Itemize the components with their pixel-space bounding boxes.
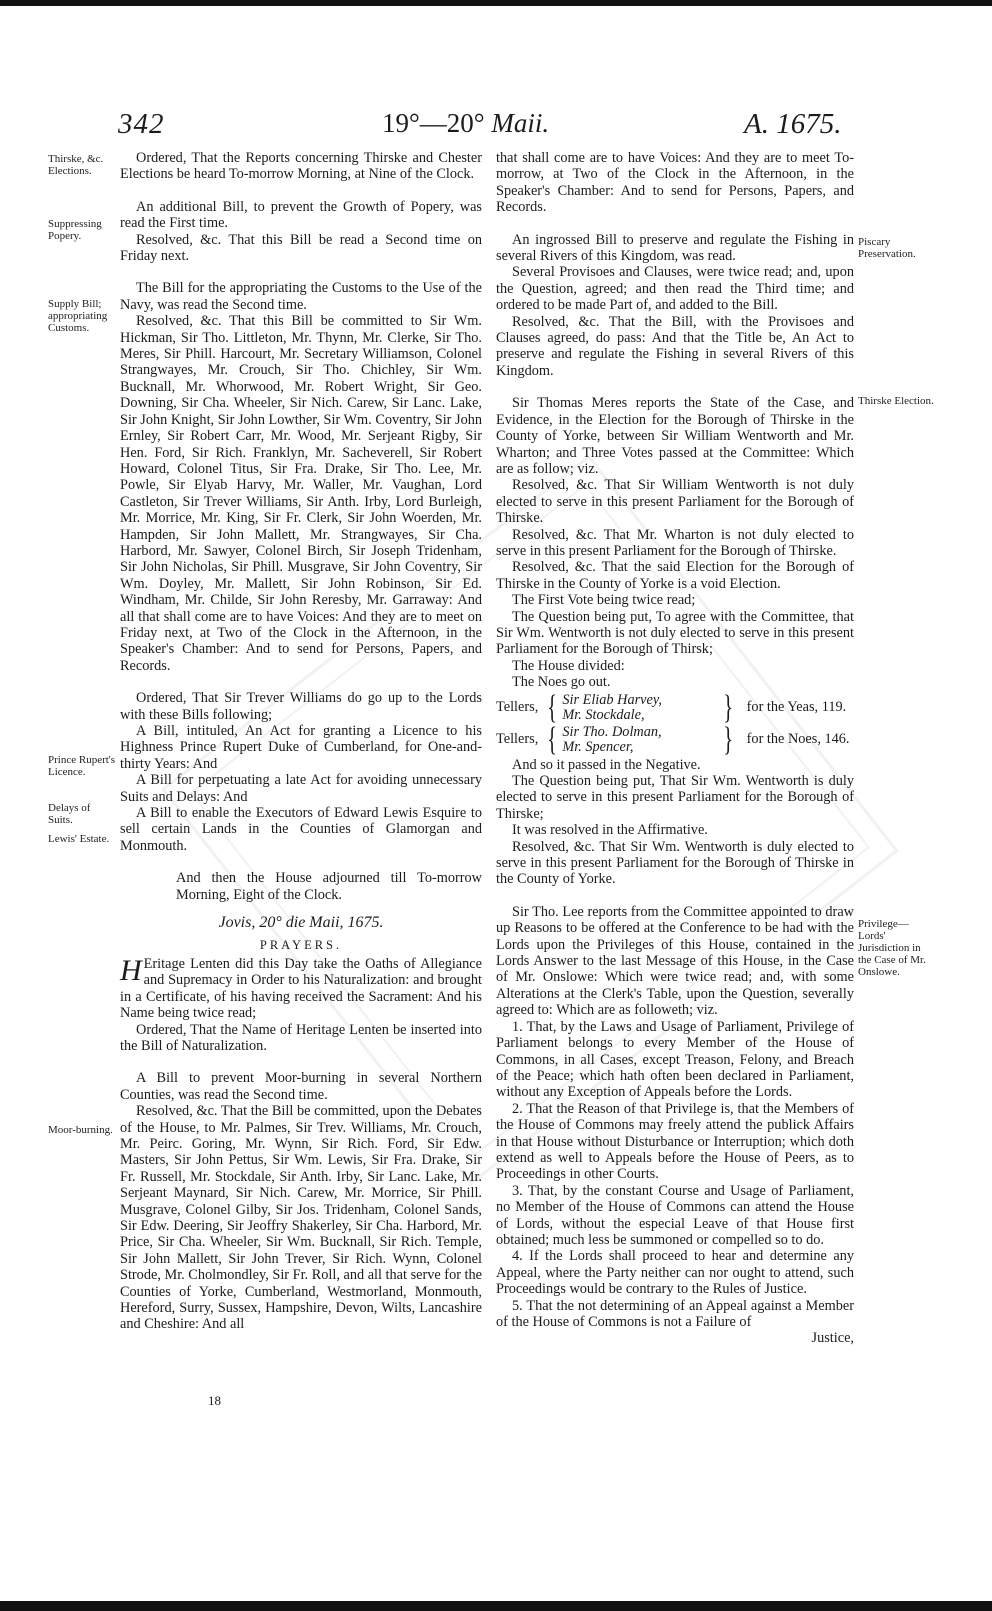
left-p8: A Bill for perpetuating a late Act for avoiding unnecessary Suits and Delays: And (120, 772, 482, 805)
header-date-month: Maii. (491, 108, 550, 138)
margin-note-piscary: Piscary Preservation. (858, 236, 916, 260)
right-p19: 2. That the Reason of that Privilege is, that the Members of the House of Commons may freely attend the publick Affairs in that House without Disturbance or Interruption; which doth extend as well to Appeals before the House of Peers, as to Proceedings in other Courts. (496, 1100, 854, 1183)
page-number: 342 (118, 108, 165, 140)
right-p12: The Noes go out. (512, 674, 611, 691)
bottom-scan-edge (0, 1601, 992, 1611)
right-p15: It was resolved in the Affirmative. (512, 822, 708, 839)
day-heading: Jovis, 20° die Maii, 1675. (218, 914, 384, 932)
left-p7: A Bill, intituled, An Act for granting a Licence to his Highness Prince Rupert Duke of Cumberland, for One-and-thirty Years: And (120, 723, 482, 772)
tellers-yeas (496, 688, 854, 726)
right-p14: The Question being put, That Sir Wm. Wentworth is duly elected to serve in this present Parliament for the Borough of Thirske; (496, 773, 854, 822)
header-date-days: 19°—20° (382, 108, 485, 138)
left-p11-text: Eritage Lenten did this Day take the Oaths of Allegiance and Supremacy in Order to his Naturalization: and brought in a Certificate, of his having received the Sacrament: And his Name being twice read; (120, 955, 482, 1022)
left-p2: An additional Bill, to prevent the Growth of Popery, was read the First time. (120, 198, 482, 232)
top-scan-edge (0, 0, 992, 6)
right-p21: 4. If the Lords shall proceed to hear and determine any Appeal, where the Party neither can nor ought to attend, such Proceedings would be contrary to the Rules of Justice. (496, 1248, 854, 1298)
right-p13: And so it passed in the Negative. (512, 756, 701, 773)
margin-note-delays-of-suits: Delays of Suits. (48, 802, 91, 826)
right-p20: 3. That, by the constant Course and Usage of Parliament, no Member of the House of Commons can attend the House of Lords, without the especial Leave of that House first obtained; much less be summoned or compelled so to do. (496, 1182, 854, 1248)
teller-name: Mr. Stockdale, (562, 706, 645, 723)
signature-mark: 18 (208, 1393, 221, 1408)
right-p1: that shall come are to have Voices: And they are to meet To-morrow, at Two of the Clock in the Afternoon, in the Speaker's Chamber: And to send for Persons, Papers, and Records. (496, 150, 854, 216)
left-column (120, 150, 482, 1333)
page-header (0, 108, 992, 148)
left-p5: Resolved, &c. That this Bill be committed to Sir Wm. Hickman, Sir Tho. Littleton, Mr. Thynn, Mr. Clerke, Sir Tho. Meres, Sir Phill. Harcourt, Mr. Secretary Williamson, Colonel Strangwayes, Mr. Crouch, Sir Tho. Chichley, Sir Wm. Bucknall, Mr. Whorwood, Mr. Robert Wright, Sir Geo. Downing, Sir Cha. Wheeler, Sir Nich. Carew, Sir Lanc. Lake, Sir John Knight, Sir John Lowther, Sir Wm. Coventry, Sir John Ernley, Sir Robert Carr, Mr. Wood, Mr. Serjeant Rigby, Sir Hen. Ford, Sir Rich. Franklyn, Mr. Sacheverell, Sir Robert Howard, Colonel Titus, Sir Fra. Drake, Sir Tho. Lee, Mr. Powle, Sir Elyab Harvy, Mr. Waller, Mr. Vaughan, Lord Castleton, Sir Trever Williams, Sir Anth. Irby, Lord Burleigh, Mr. Morrice, Mr. King, Sir Fr. Clerk, Sir John Woerden, Mr. Hampden, Sir John Mallett, Mr. Strangwayes, Sir Cha. Harbord, Mr. Sawyer, Colonel Birch, Sir Joseph Tridenham, Sir John Nicholas, Sir Phill. Musgrave, Sir John Coventry, Sir Wm. Doyley, Mr. Mallett, Sir John Robinson, Sir Ed. Windham, Mr. Childe, Sir John Reresby, Mr. Garraway: And all that shall come are to have Voices: And they are to meet on Friday next, at Two of the Clock in the Afternoon, in the Speaker's Chamber: And to send for Persons, Papers, and Records. (120, 313, 483, 674)
right-p22: 5. That the not determining of an Appeal against a Member of the House of Commons is not a Failure of (496, 1297, 854, 1330)
right-p5: Sir Thomas Meres reports the State of the Case, and Evidence, in the Election for the Borough of Thirske in the County of Yorke, between Sir William Wentworth and Mr. Wharton; and Three Votes passed at the Committee: Which are as follow; viz. (496, 395, 854, 477)
left-adjourned: And then the House adjourned till To-morrow Morning, Eight of the Clock. (176, 870, 482, 903)
right-p7: Resolved, &c. That Mr. Wharton is not duly elected to serve in this present Parliament for the Borough of Thirske. (496, 526, 854, 559)
margin-note-supply-bill: Supply Bill; appropriating Customs. (48, 298, 108, 334)
right-p11: The House divided: (512, 657, 625, 674)
left-p3: Resolved, &c. That this Bill be read a Second time on Friday next. (120, 231, 482, 265)
margin-note-lewis-estate: Lewis' Estate. (48, 833, 110, 845)
right-brace-icon: } (723, 720, 734, 758)
right-p16: Resolved, &c. That Sir Wm. Wentworth is duly elected to serve in this present Parliament for the Borough of Thirske in the County of Yorke. (496, 838, 854, 888)
teller-name: Sir Eliab Harvey, (562, 691, 662, 708)
tellers-noes (496, 720, 854, 758)
right-p10: The Question being put, To agree with the Committee, that Sir Wm. Wentworth is not duly elected to serve in this present Parliament for the Borough of Thirsk; (496, 608, 854, 658)
left-p9: A Bill to enable the Executors of Edward Lewis Esquire to sell certain Lands in the Counties of Glamorgan and Monmouth. (120, 805, 482, 854)
right-p6: Resolved, &c. That Sir William Wentworth is not duly elected to serve in this present Parliament for the Borough of Thirske. (496, 477, 854, 527)
tellers-yeas-label: Tellers, (496, 699, 539, 716)
right-brace-icon: } (723, 688, 734, 726)
right-p9: The First Vote being twice read; (512, 592, 696, 609)
margin-note-privilege: Privilege— Lords' Jurisdiction in the Case of Mr. Onslowe. (858, 918, 926, 978)
margin-note-thirske-election: Thirske Election. (858, 395, 934, 407)
drop-cap: H (120, 953, 142, 987)
tellers-yeas-names (562, 693, 718, 723)
left-p1: Ordered, That the Reports concerning Thirske and Chester Elections be heard To-morrow Morning, at Nine of the Clock. (120, 150, 482, 183)
right-p18: 1. That, by the Laws and Usage of Parliament, Privilege of Parliament belongs to every Member of the House of Commons, in all Cases, except Treason, Felony, and Breach of the Peace; which hath often been declared in Parliament, without any Exception of Appeals before the Lords. (496, 1018, 854, 1101)
left-p14: Resolved, &c. That the Bill be committed, upon the Debates of the House, to Mr. Palmes, Sir Trev. Williams, Mr. Crouch, Mr. Peirc. Goring, Mr. Wynn, Sir Rich. Ford, Sir Edw. Masters, Sir John Pettus, Sir Wm. Lewis, Sir Fra. Drake, Sir Fr. Russell, Mr. Stockdale, Sir Anth. Irby, Sir Lanc. Lake, Mr. Serjeant Maynard, Sir Nich. Carew, Mr. Morrice, Sir Phill. Musgrave, Colonel Gilby, Sir Jos. Tridenham, Colonel Sands, Sir Edw. Deering, Sir Jeoffry Shakerley, Sir Cha. Harbord, Mr. Price, Sir Cha. Wheeler, Sir Wm. Bucknall, Sir Rich. Temple, Sir John Mallett, Sir John Trever, Sir Rich. Wynn, Colonel Strode, Mr. Cholmondley, Sir Fr. Roll, and all that serve for the Counties of Yorke, Cumberland, Westmorland, Monmouth, Hereford, Surry, Sussex, Hampshire, Devon, Wilts, Lancashire and Cheshire: And all (120, 1103, 483, 1333)
right-p4: Resolved, &c. That the Bill, with the Provisoes and Clauses agreed, do pass: And that the Title be, An Act to preserve and regulate the Fishing in several Rivers of this Kingdom. (496, 313, 854, 379)
right-p17: Sir Tho. Lee reports from the Committee appointed to draw up Reasons to be offered at the Conference to be had with the Lords upon the Privileges of this House, contained in the Lords Answer to the last Message of this House, in the Case of Mr. Onslowe: Which were twice read; and, with some Alterations at the Clerk's Table, upon the Question, severally agreed to: Which are as followeth; viz. (496, 903, 854, 1019)
right-p3: Several Provisoes and Clauses, were twice read; and, upon the Question, agreed; and then read the Third time; and ordered to be made Part of, and added to the Bill. (496, 264, 854, 314)
catchword: Justice, (811, 1330, 854, 1347)
teller-name: Mr. Spencer, (562, 738, 634, 755)
left-p11 (120, 953, 482, 1022)
margin-note-moor-burning: Moor-burning. (48, 1124, 113, 1136)
margin-note-suppressing-popery: Suppressing Popery. (48, 218, 102, 242)
right-p2: An ingrossed Bill to preserve and regulate the Fishing in several Rivers of this Kingdom, was read. (496, 231, 854, 265)
left-brace-icon: { (547, 688, 558, 726)
right-column (496, 150, 854, 1347)
left-brace-icon: { (547, 720, 558, 758)
tellers-noes-label: Tellers, (496, 731, 539, 748)
right-p8: Resolved, &c. That the said Election for the Borough of Thirske in the County of Yorke is a void Election. (496, 559, 854, 592)
teller-name: Sir Tho. Dolman, (562, 723, 662, 740)
margin-note-thirske-elections: Thirske, &c. Elections. (48, 153, 104, 177)
left-p13: A Bill to prevent Moor-burning in several Northern Counties, was read the Second time. (120, 1070, 482, 1103)
tellers-noes-result: for the Noes, 146. (746, 731, 850, 748)
margin-note-prince-rupert: Prince Rupert's Licence. (48, 754, 116, 778)
left-p12: Ordered, That the Name of Heritage Lenten be inserted into the Bill of Naturalization. (120, 1021, 482, 1054)
tellers-yeas-result: for the Yeas, 119. (746, 699, 847, 716)
tellers-noes-names (562, 725, 718, 755)
left-p4: The Bill for the appropriating the Customs to the Use of the Navy, was read the Second time. (120, 280, 482, 313)
header-year: A. 1675. (744, 108, 842, 140)
left-p6: Ordered, That Sir Trever Williams do go up to the Lords with these Bills following; (120, 690, 482, 723)
header-date (382, 108, 549, 139)
prayers-heading: PRAYERS. (259, 938, 343, 953)
